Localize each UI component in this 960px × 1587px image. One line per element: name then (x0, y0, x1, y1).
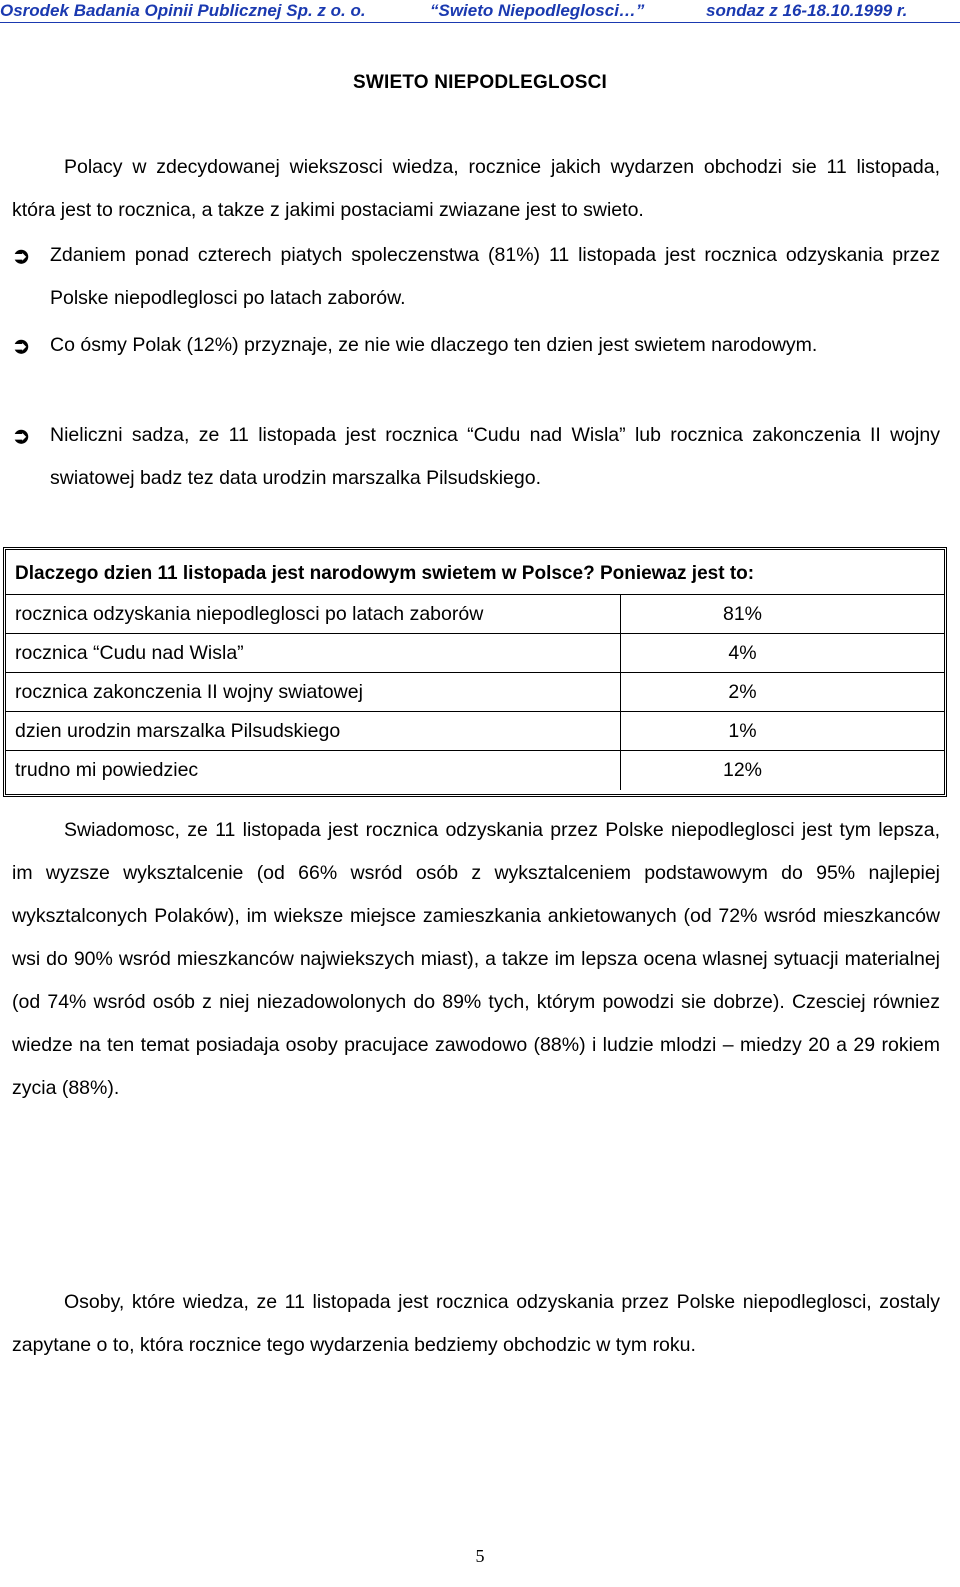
table-row (6, 672, 944, 712)
bullet-text: Co ósmy Polak (12%) przyznaje, ze nie wie dlaczego ten dzien jest swietem narodowym. (50, 334, 818, 356)
row-label: trudno mi powiedziec (15, 759, 199, 781)
row-value: 12% (620, 751, 944, 790)
row-label: rocznica zakonczenia II wojny swiatowej (15, 681, 363, 703)
right-arrow-icon: ➲ (12, 423, 31, 448)
row-value: 1% (620, 712, 944, 751)
bullet-item (12, 234, 940, 320)
header-institute: Osrodek Badania Opinii Publicznej Sp. z o. o. (0, 1, 366, 20)
bullet-item (12, 324, 940, 367)
bullet-item (12, 414, 940, 500)
awareness-paragraph: Swiadomosc, ze 11 listopada jest rocznica odzyskania przez Polske niepodleglosci jest tym lepsza, im wyzsze wyksztalcenie (od 66% wsród osób z wyksztalceniem podstawowym do 95% najlepiej wyksztalconych Polaków), im wieksze miejsce zamieszkania ankietowanych (od 72% wsród mieszkanców wsi do 90% wsród mieszkanców najwiekszych miast), a takze im lepsza ocena wlasnej sytuacji materialnej (od 74% wsród osób z niej niezadowolonych do 89% tych, którym powodzi sie dobrze). Czesciej równiez wiedze na ten temat posiadaja osoby pracujace zawodowo (88%) i ludzie mlodzi – miedzy 20 a 29 rokiem zycia (88%). (12, 819, 940, 1099)
results-table (3, 547, 947, 797)
row-label: dzien urodzin marszalka Pilsudskiego (15, 720, 341, 742)
table-row (6, 750, 944, 790)
row-value: 2% (620, 673, 944, 712)
row-value: 81% (620, 595, 944, 634)
page-number: 5 (475, 1546, 485, 1566)
right-arrow-icon: ➲ (12, 243, 31, 268)
row-value: 4% (620, 634, 944, 673)
bullet-text: Nieliczni sadza, ze 11 listopada jest rocznica “Cudu nad Wisla” lub rocznica zakonczenia II wojny swiatowej badz tez data urodzin marszalka Pilsudskiego. (50, 424, 940, 489)
header-report-title: “Swieto Niepodleglosci…” (430, 1, 645, 20)
bullet-text: Zdaniem ponad czterech piatych spoleczenstwa (81%) 11 listopada jest rocznica odzyskania przez Polske niepodleglosci po latach zaborów. (50, 244, 940, 309)
intro-paragraph: Polacy w zdecydowanej wiekszosci wiedza, rocznice jakich wydarzen obchodzi sie 11 listopada, która jest to rocznica, a takze z jakimi postaciami zwiazane jest to swieto. (12, 156, 940, 221)
table-row (6, 633, 944, 673)
row-label: rocznica odzyskania niepodleglosci po latach zaborów (15, 603, 484, 625)
asked-paragraph: Osoby, które wiedza, ze 11 listopada jest rocznica odzyskania przez Polske niepodleglosci, zostaly zapytane o to, która rocznice tego wydarzenia bedziemy obchodzic w tym roku. (12, 1291, 940, 1356)
page-header (0, 0, 960, 22)
right-arrow-icon: ➲ (12, 333, 31, 358)
header-survey-date: sondaz z 16-18.10.1999 r. (706, 1, 908, 20)
table-row (6, 594, 944, 634)
table-question: Dlaczego dzien 11 listopada jest narodowym swietem w Polsce? Poniewaz jest to: (15, 563, 755, 584)
header-rule (0, 22, 960, 23)
table-row (6, 711, 944, 751)
document-title: SWIETO NIEPODLEGLOSCI (352, 72, 608, 93)
row-label: rocznica “Cudu nad Wisla” (15, 642, 244, 664)
